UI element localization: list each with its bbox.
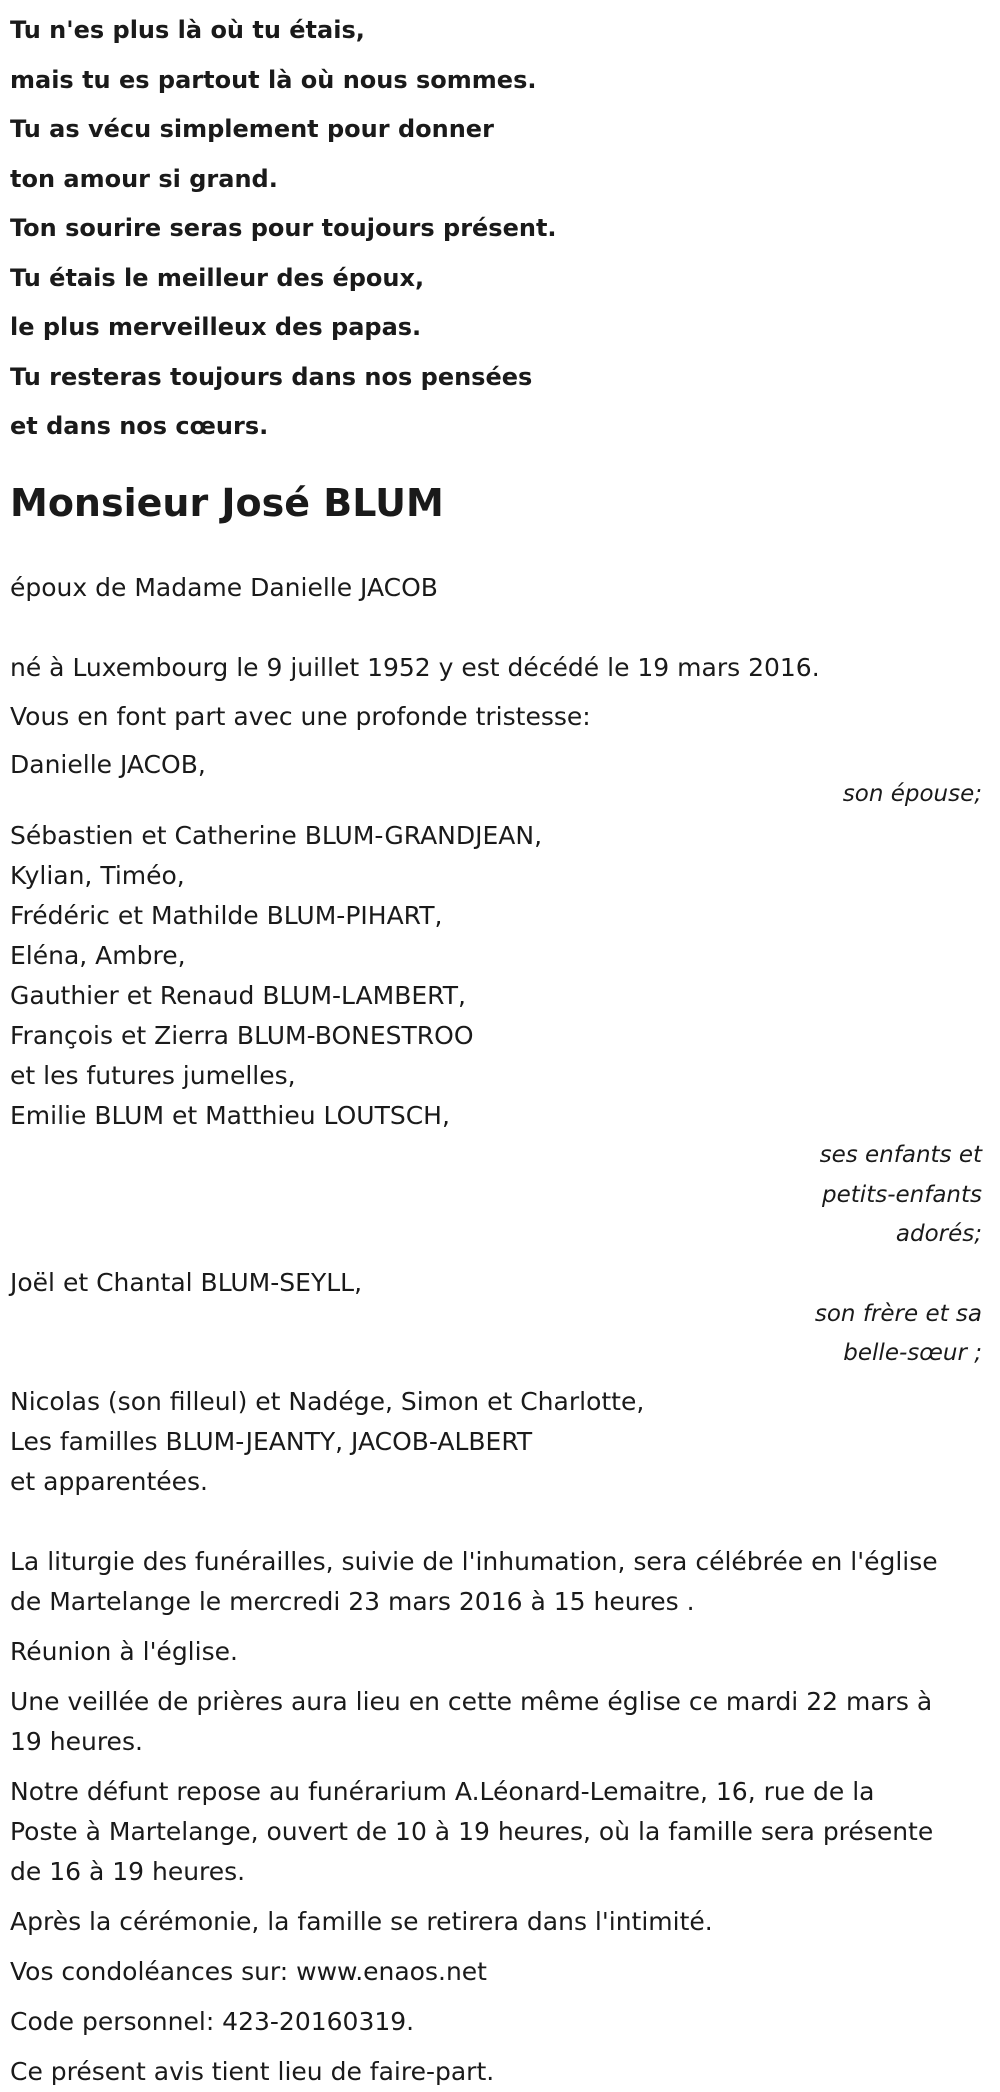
family-group-sibling xyxy=(10,1263,990,1374)
spouse-line: époux de Madame Danielle JACOB xyxy=(10,572,438,602)
relationship-label xyxy=(10,1295,990,1374)
personal-code: Code personnel: 423-20160319. xyxy=(10,2006,415,2036)
family-member: Les familles BLUM-JEANTY, JACOB-ALBERT xyxy=(10,1426,533,1456)
poem xyxy=(10,0,990,452)
funeral-home-paragraph xyxy=(10,1772,990,1892)
liturgy-paragraph xyxy=(10,1542,990,1622)
born-line: né à Luxembourg le 9 juillet 1952 y est décédé le 19 mars 2016. xyxy=(10,652,820,682)
poem-line: Tu as vécu simplement pour donner xyxy=(10,115,494,143)
family-group-others xyxy=(10,1382,990,1502)
info-line: 19 heures. xyxy=(10,1726,143,1756)
notice-line: Ce présent avis tient lieu de faire-part. xyxy=(10,2056,495,2086)
family-member: François et Zierra BLUM-BONESTROO xyxy=(10,1021,474,1050)
family-member: et apparentées. xyxy=(10,1466,208,1496)
family-member: Kylian, Timéo, xyxy=(10,861,185,890)
relationship-label xyxy=(10,1136,990,1255)
info-line: Une veillée de prières aura lieu en cette même église ce mardi 22 mars à xyxy=(10,1686,933,1716)
family-member: Frédéric et Mathilde BLUM-PIHART, xyxy=(10,901,443,930)
poem-line: Tu resteras toujours dans nos pensées xyxy=(10,362,533,391)
family-member: Emilie BLUM et Matthieu LOUTSCH, xyxy=(10,1101,450,1130)
meeting-paragraph xyxy=(10,1632,990,1672)
family-member: et les futures jumelles, xyxy=(10,1061,296,1090)
notice-paragraph xyxy=(10,2052,990,2092)
family-member: Danielle JACOB, xyxy=(10,749,206,779)
poem-line: Ton sourire seras pour toujours présent. xyxy=(10,214,557,242)
announcement: Vous en font part avec une profonde tristesse: xyxy=(10,701,591,731)
family-group-spouse xyxy=(10,745,990,815)
family-member: Joël et Chantal BLUM-SEYLL, xyxy=(10,1267,363,1297)
poem-line: Tu étais le meilleur des époux, xyxy=(10,263,425,292)
privacy-paragraph xyxy=(10,1902,990,1942)
poem-line: Tu n'es plus là où tu étais, xyxy=(10,16,365,44)
family-member: Eléna, Ambre, xyxy=(10,941,186,970)
relationship-line: son frère et sa xyxy=(814,1300,982,1327)
poem-line: le plus merveilleux des papas. xyxy=(10,313,422,341)
vigil-paragraph xyxy=(10,1682,990,1762)
info-line: de 16 à 19 heures. xyxy=(10,1856,246,1886)
deceased-name: Monsieur José BLUM xyxy=(10,480,444,525)
condolences-line: Vos condoléances sur: www.enaos.net xyxy=(10,1956,487,1986)
family-member: Sébastien et Catherine BLUM-GRANDJEAN, xyxy=(10,821,543,850)
info-line: Après la cérémonie, la famille se retirera dans l'intimité. xyxy=(10,1906,713,1936)
family-member: Gauthier et Renaud BLUM-LAMBERT, xyxy=(10,981,466,1010)
info-line: Réunion à l'église. xyxy=(10,1636,238,1666)
relationship-line: belle-sœur ; xyxy=(843,1340,982,1366)
family-member: Nicolas (son filleul) et Nadége, Simon et Charlotte, xyxy=(10,1386,645,1416)
info-line: Notre défunt repose au funérarium A.Léonard-Lemaitre, 16, rue de la xyxy=(10,1776,875,1806)
relationship-line: son épouse; xyxy=(842,780,982,807)
relationship-line: ses enfants et xyxy=(819,1142,982,1168)
info-line: La liturgie des funérailles, suivie de l'inhumation, sera célébrée en l'église xyxy=(10,1546,938,1576)
family-group-children xyxy=(10,816,990,1255)
relationship-line: adorés; xyxy=(895,1221,982,1247)
poem-line: mais tu es partout là où nous sommes. xyxy=(10,65,537,94)
poem-line: et dans nos cœurs. xyxy=(10,412,269,440)
info-line: Poste à Martelange, ouvert de 10 à 19 heures, où la famille sera présente xyxy=(10,1816,934,1846)
relationship-line: petits-enfants xyxy=(822,1181,982,1208)
poem-line: ton amour si grand. xyxy=(10,164,278,193)
code-paragraph xyxy=(10,2002,990,2042)
funeral-info xyxy=(10,1542,990,2092)
info-line: de Martelange le mercredi 23 mars 2016 à 15 heures . xyxy=(10,1586,695,1616)
condolences-paragraph xyxy=(10,1952,990,1992)
